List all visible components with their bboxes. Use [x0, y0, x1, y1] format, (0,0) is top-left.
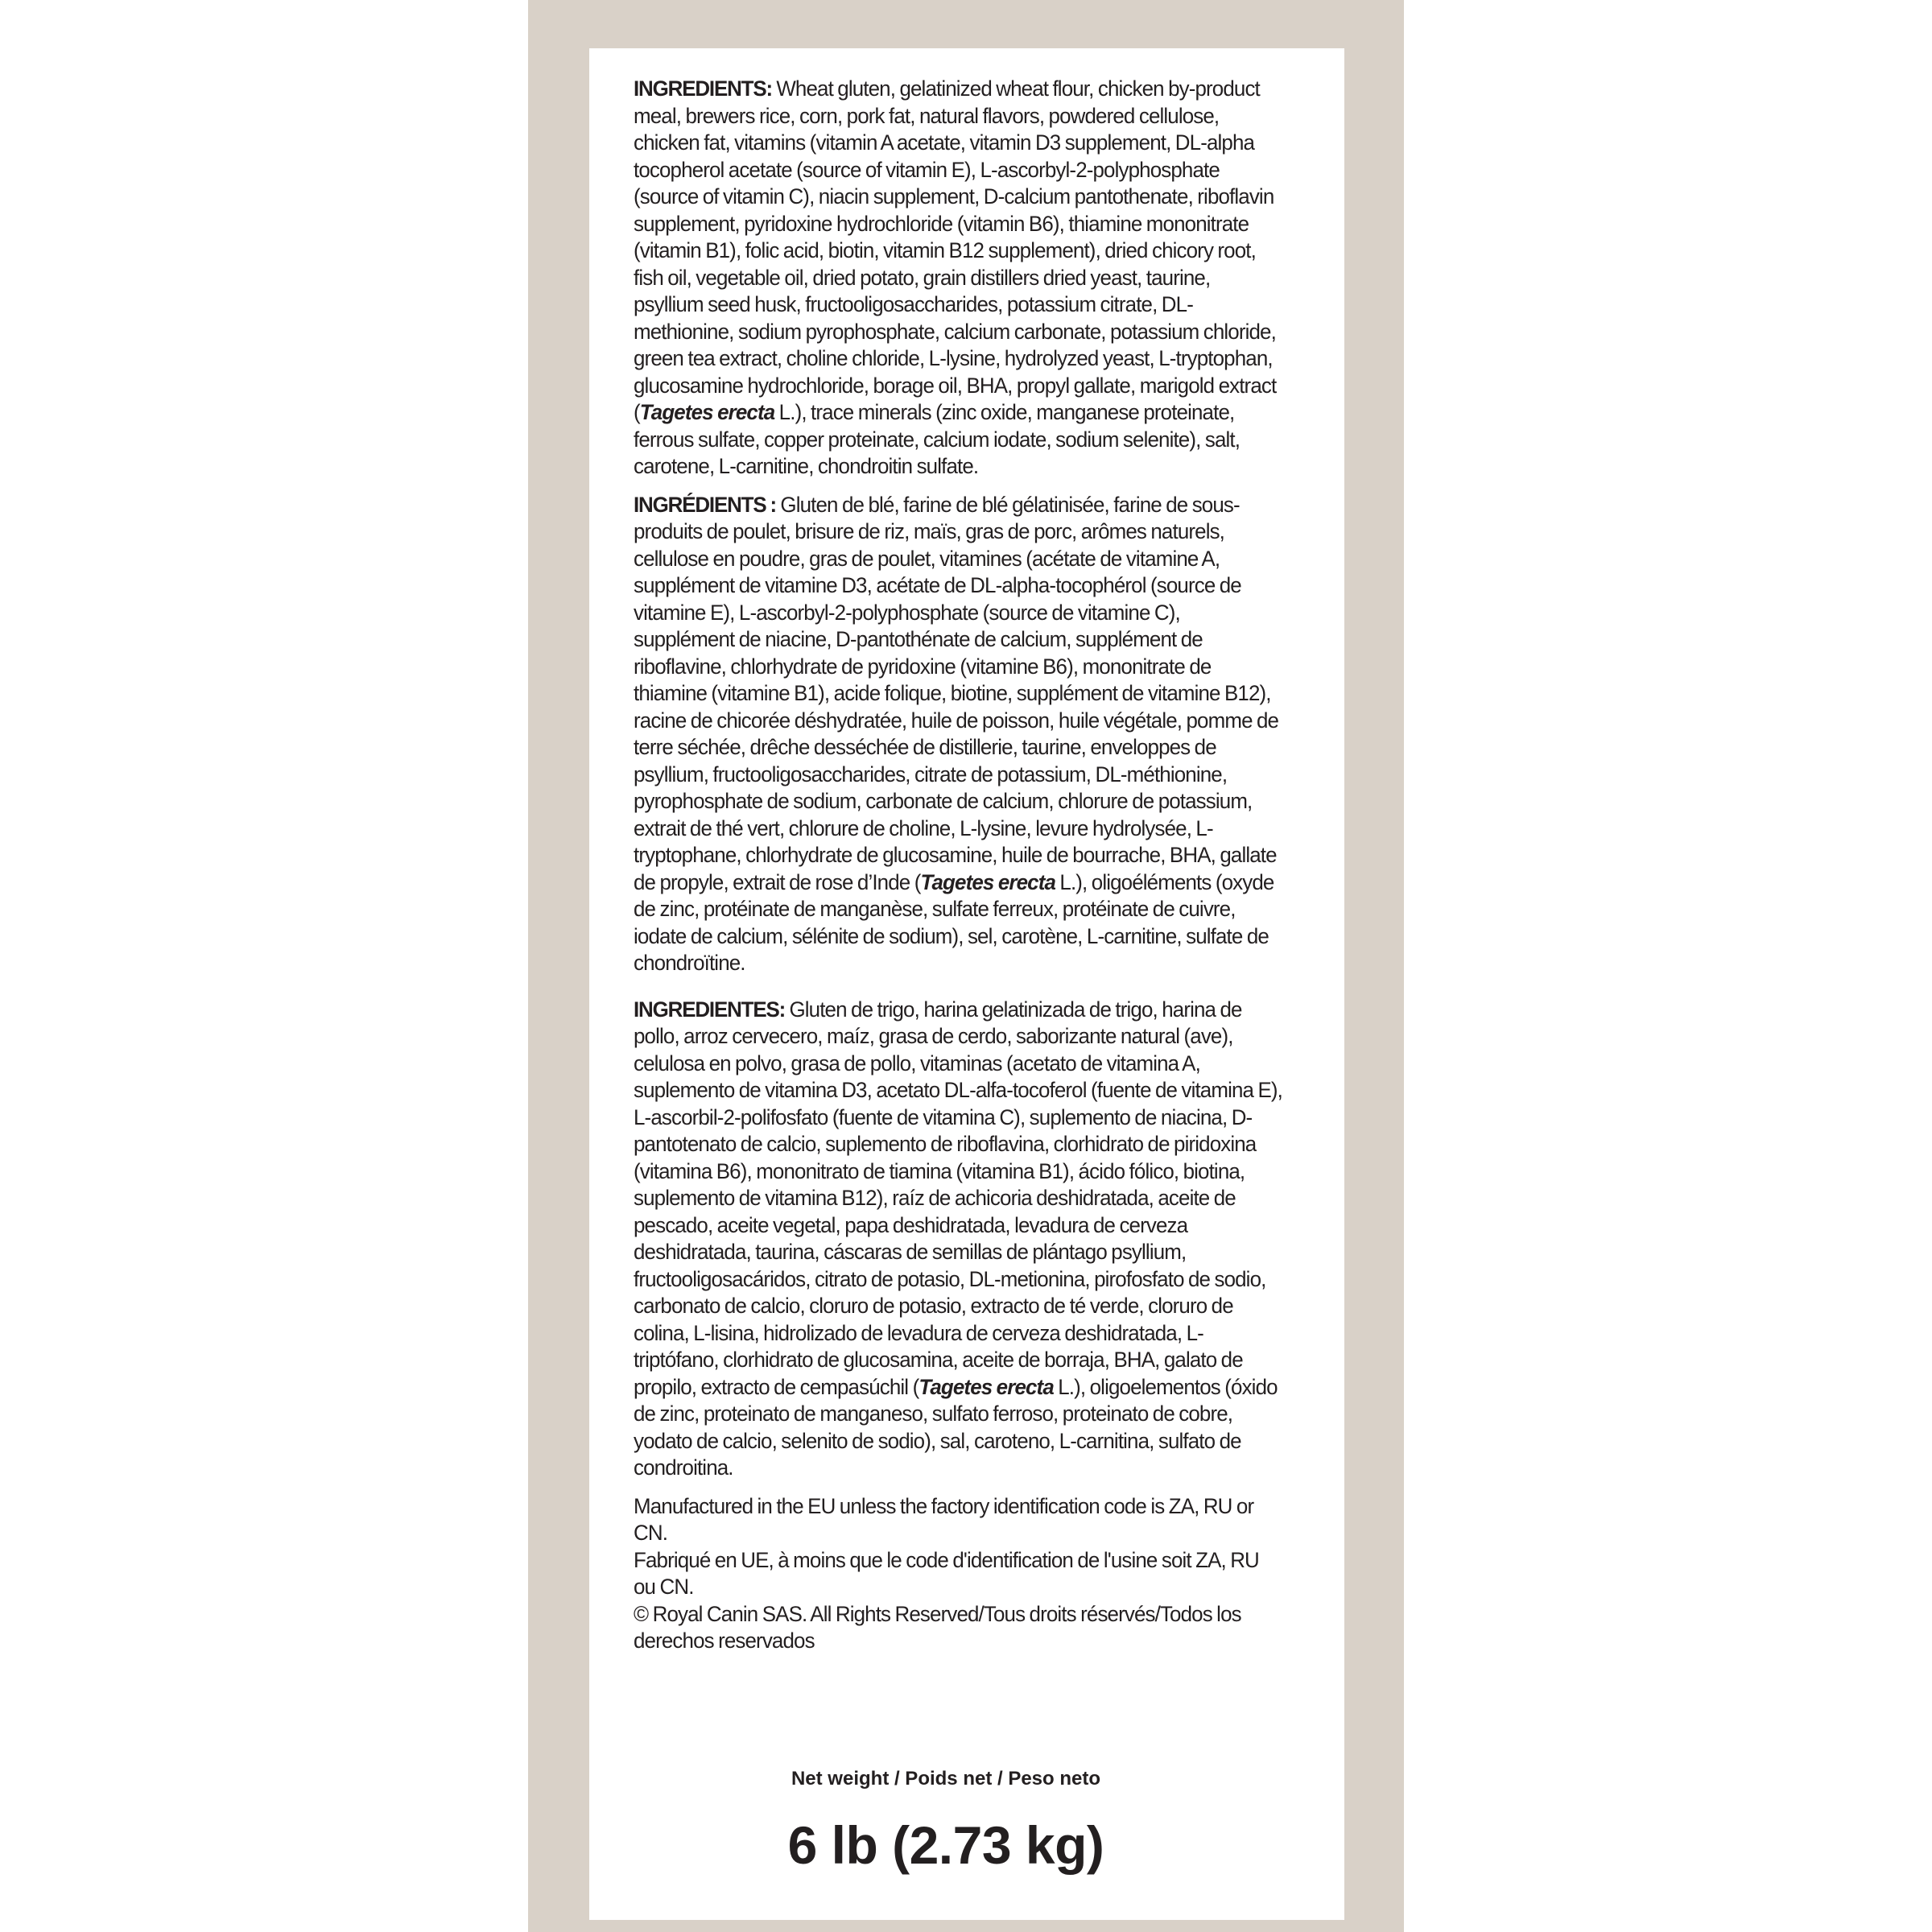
net-weight-label: Net weight / Poids net / Peso neto — [791, 1768, 1101, 1790]
ingredients-english — [634, 76, 1282, 481]
ingredients-text-block — [634, 76, 1282, 1655]
manufactured-note-fr: Fabriqué en UE, à moins que le code d'identification de l'usine soit ZA, RU ou CN. — [634, 1547, 1259, 1599]
copyright-note: © Royal Canin SAS. All Rights Reserved/Tous droits réservés/Todos los derechos reservados — [634, 1601, 1241, 1653]
ingredients-text-en-part2: L.), trace minerals (zinc oxide, manganese proteinate, ferrous sulfate, copper proteinate, calcium iodate, sodium selenite), salt, carotene, L-carnitine, chondroitin sulfate. — [634, 400, 1241, 478]
latin-name-en: Tagetes erecta — [639, 400, 775, 424]
ingredients-panel — [589, 48, 1344, 1920]
ingredients-heading-en: INGREDIENTS: — [634, 76, 772, 101]
ingredients-text-es-part1: Gluten de trigo, harina gelatinizada de trigo, harina de pollo, arroz cervecero, maíz, grasa de cerdo, saborizante natural (ave), celulosa en polvo, grasa de pollo, vitaminas (acetato de vitamina A, suplemento de vitamina D3, acetato DL-alfa-tocoferol (fuente de vitamina E), L-ascorbil-2-polifosfato (fuente de vitamina C), suplemento de niacina, D-pantotenato de calcio, suplemento de riboflavina, clorhidrato de piridoxina (vitamina B6), mononitrato de tiamina (vitamina B1), ácido fólico, biotina, suplemento de vitamina B12), raíz de achicoria deshidratada, aceite de pescado, aceite vegetal, papa deshidratada, levadura de cerveza deshidratada, taurina, cáscaras de semillas de plántago psyllium, fructooligosacáridos, citrato de potasio, DL-metionina, pirofosfato de sodio, carbonato de calcio, cloruro de potasio, extracto de té verde, cloruro de colina, L-lisina, hidrolizado de levadura de cerveza deshidratada, L-triptófano, clorhidrato de glucosamina, aceite de borraja, BHA, galato de propilo, extracto de cempasúchil ( — [634, 997, 1282, 1399]
ingredients-text-es-part2: L.), oligoelementos (óxido de zinc, proteinato de manganeso, sulfato ferroso, proteinato de cobre, yodato de calcio, selenito de sodio), sal, caroteno, L-carnitina, sulfato de condroitina. — [634, 1374, 1278, 1480]
ingredients-text-fr-part2: L.), oligoéléments (oxyde de zinc, protéinate de manganèse, sulfate ferreux, protéinate de cuivre, iodate de calcium, sélénite de sodium), sel, carotène, L-carnitine, sulfate de chondroïtine. — [634, 869, 1274, 975]
ingredients-heading-fr: INGRÉDIENTS : — [634, 492, 777, 517]
ingredients-heading-es: INGREDIENTES: — [634, 997, 786, 1022]
ingredients-text-fr-part1: Gluten de blé, farine de blé gélatinisée, farine de sous-produits de poulet, brisure de riz, maïs, gras de porc, arômes naturels, cellulose en poudre, gras de poulet, vitamines (acétate de vitamine A, supplément de vitamine D3, acétate de DL-alpha-tocophérol (source de vitamine E), L-ascorbyl-2-polyphosphate (source de vitamine C), supplément de niacine, D-pantothénate de calcium, supplément de riboflavine, chlorhydrate de pyridoxine (vitamine B6), mononitrate de thiamine (vitamine B1), acide folique, biotine, supplément de vitamine B12), racine de chicorée déshydratée, huile de poisson, huile végétale, pomme de terre séchée, drêche desséchée de distillerie, taurine, enveloppes de psyllium, fructooligosaccharides, citrate de potassium, DL-méthionine, pyrophosphate de sodium, carbonate de calcium, chlorure de potassium, extrait de thé vert, chlorure de choline, L-lysine, levure hydrolysée, L-tryptophane, chlorhydrate de glucosamine, huile de bourrache, BHA, gallate de propyle, extrait de rose d’Inde ( — [634, 492, 1279, 894]
net-weight-value: 6 lb (2.73 kg) — [787, 1815, 1104, 1875]
ingredients-spanish — [634, 997, 1282, 1482]
manufactured-note-en: Manufactured in the EU unless the factory identification code is ZA, RU or CN. — [634, 1493, 1254, 1545]
latin-name-es: Tagetes erecta — [919, 1374, 1054, 1399]
latin-name-fr: Tagetes erecta — [920, 869, 1056, 894]
ingredients-french — [634, 492, 1282, 977]
ingredients-text-en-part1: Wheat gluten, gelatinized wheat flour, chicken by-product meal, brewers rice, corn, pork fat, natural flavors, powdered cellulose, chicken fat, vitamins (vitamin A acetate, vitamin D3 supplement, DL-alpha tocopherol acetate (source of vitamin E), L-ascorbyl-2-polyphosphate (source of vitamin C), niacin supplement, D-calcium pantothenate, riboflavin supplement, pyridoxine hydrochloride (vitamin B6), thiamine mononitrate (vitamin B1), folic acid, biotin, vitamin B12 supplement), dried chicory root, fish oil, vegetable oil, dried potato, grain distillers dried yeast, taurine, psyllium seed husk, fructooligosaccharides, potassium citrate, DL-methionine, sodium pyrophosphate, calcium carbonate, potassium chloride, green tea extract, choline chloride, L-lysine, hydrolyzed yeast, L-tryptophan, glucosamine hydrochloride, borage oil, BHA, propyl gallate, marigold extract ( — [634, 76, 1277, 424]
